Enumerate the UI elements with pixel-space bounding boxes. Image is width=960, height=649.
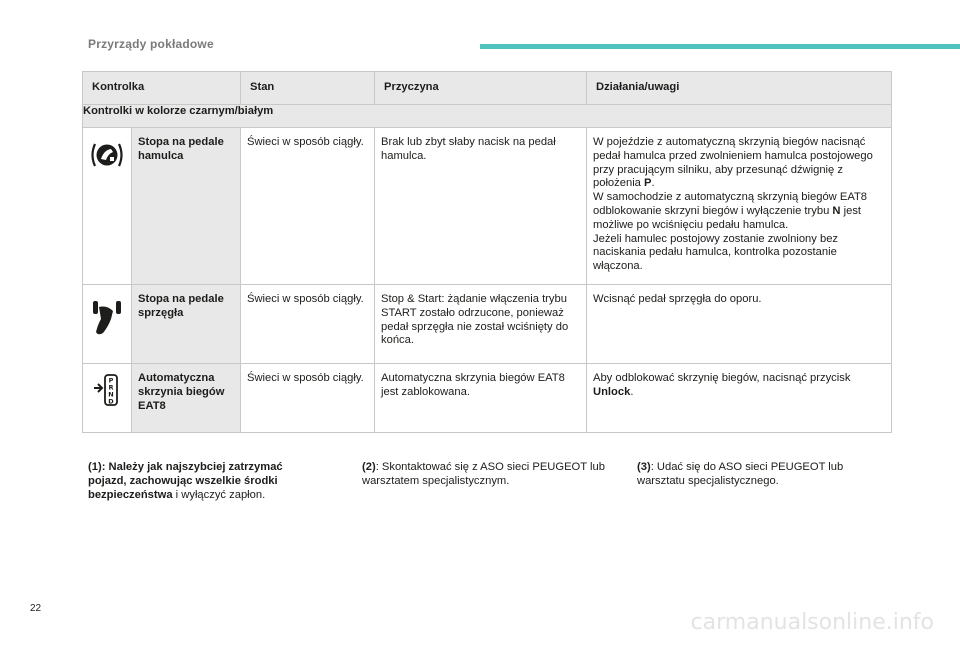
column-header-kontrolka: Kontrolka (83, 72, 241, 105)
footnote-number: (2) (362, 461, 376, 473)
footnote-text: : Udać się do ASO sieci PEUGEOT lub warsztatu specjalistycznego. (637, 461, 844, 488)
table-row (83, 128, 892, 285)
light-name: Automatyczna skrzynia biegów EAT8 (132, 363, 241, 432)
warning-lights-table (82, 71, 892, 433)
column-header-przyczyna: Przyczyna (375, 72, 587, 105)
footnote-number: (1) (88, 461, 102, 473)
light-cause: Brak lub zbyt słaby nacisk na pedał hamulca. (375, 128, 587, 285)
gear-letter: P (108, 376, 114, 385)
page-number: 22 (30, 603, 42, 614)
gear-letter: D (108, 397, 114, 406)
action-text: W pojeździe z automatyczną skrzynią biegów nacisnąć pedał hamulca przed zwolnieniem hamulca postojowego przy pracującym silniku, aby przesunąć dźwignię z położenia (593, 136, 873, 190)
watermark: carmanualsonline.info (690, 610, 934, 635)
table-row (83, 284, 892, 363)
gear-letter: R (108, 383, 114, 392)
footnote-2 (362, 460, 612, 488)
action-text: Jeżeli hamulec postojowy zostanie zwolniony bez naciskania pedału hamulca, kontrolka pozostanie włączona. (593, 232, 839, 273)
light-cause: Automatyczna skrzynia biegów EAT8 jest zablokowana. (375, 363, 587, 432)
column-header-stan: Stan (241, 72, 375, 105)
footnote-number: (3) (637, 461, 651, 473)
clutch-pedal-foot-icon (89, 297, 125, 342)
section-title: Kontrolki w kolorze czarnym/białym (83, 105, 892, 128)
gear-letter: N (108, 390, 114, 399)
brake-pedal-foot-icon (89, 140, 125, 175)
action-bold: P (644, 177, 652, 190)
footnote-bold-text: : Należy jak najszybciej zatrzymać pojazd, zachowując wszelkie środki bezpieczeństwa (88, 461, 283, 502)
light-cause: Stop & Start: żądanie włączenia trybu START zostało odrzucone, ponieważ pedał sprzęgła nie został wciśnięty do końca. (375, 284, 587, 363)
light-action (587, 128, 892, 285)
section-row (83, 105, 892, 128)
header-accent-bar (480, 44, 960, 49)
icon-cell (83, 284, 132, 363)
table-row (83, 363, 892, 432)
light-state: Świeci w sposób ciągły. (241, 284, 375, 363)
footnote-3 (637, 460, 877, 488)
light-name: Stopa na pedale hamulca (132, 128, 241, 285)
footnote-text: i wyłączyć zapłon. (172, 489, 266, 502)
gearbox-prnd-icon (91, 372, 123, 413)
light-action: Wcisnąć pedał sprzęgła do oporu. (587, 284, 892, 363)
column-header-dzialania: Działania/uwagi (587, 72, 892, 105)
action-text: . (651, 177, 655, 190)
light-name: Stopa na pedale sprzęgła (132, 284, 241, 363)
light-state: Świeci w sposób ciągły. (241, 128, 375, 285)
light-state: Świeci w sposób ciągły. (241, 363, 375, 432)
icon-cell (83, 363, 132, 432)
light-action (587, 363, 892, 432)
action-bold: Unlock (593, 385, 631, 398)
icon-cell (83, 128, 132, 285)
action-text: jest możliwe po wciśnięciu pedału hamulca. (593, 204, 862, 231)
action-text: W samochodzie z automatyczną skrzynią biegów EAT8 odblokowanie skrzyni biegów i wyłączenie trybu (593, 191, 867, 217)
footnote-text: : Skontaktować się z ASO sieci PEUGEOT lub warsztatem specjalistycznym. (362, 461, 605, 488)
action-bold: N (832, 204, 841, 217)
footnote-1 (88, 460, 318, 503)
page-section-title: Przyrządy pokładowe (88, 37, 214, 51)
table-header-row (83, 72, 892, 105)
action-text: Aby odblokować skrzynię biegów, nacisnąć przycisk (593, 371, 851, 384)
action-text: . (630, 385, 634, 398)
